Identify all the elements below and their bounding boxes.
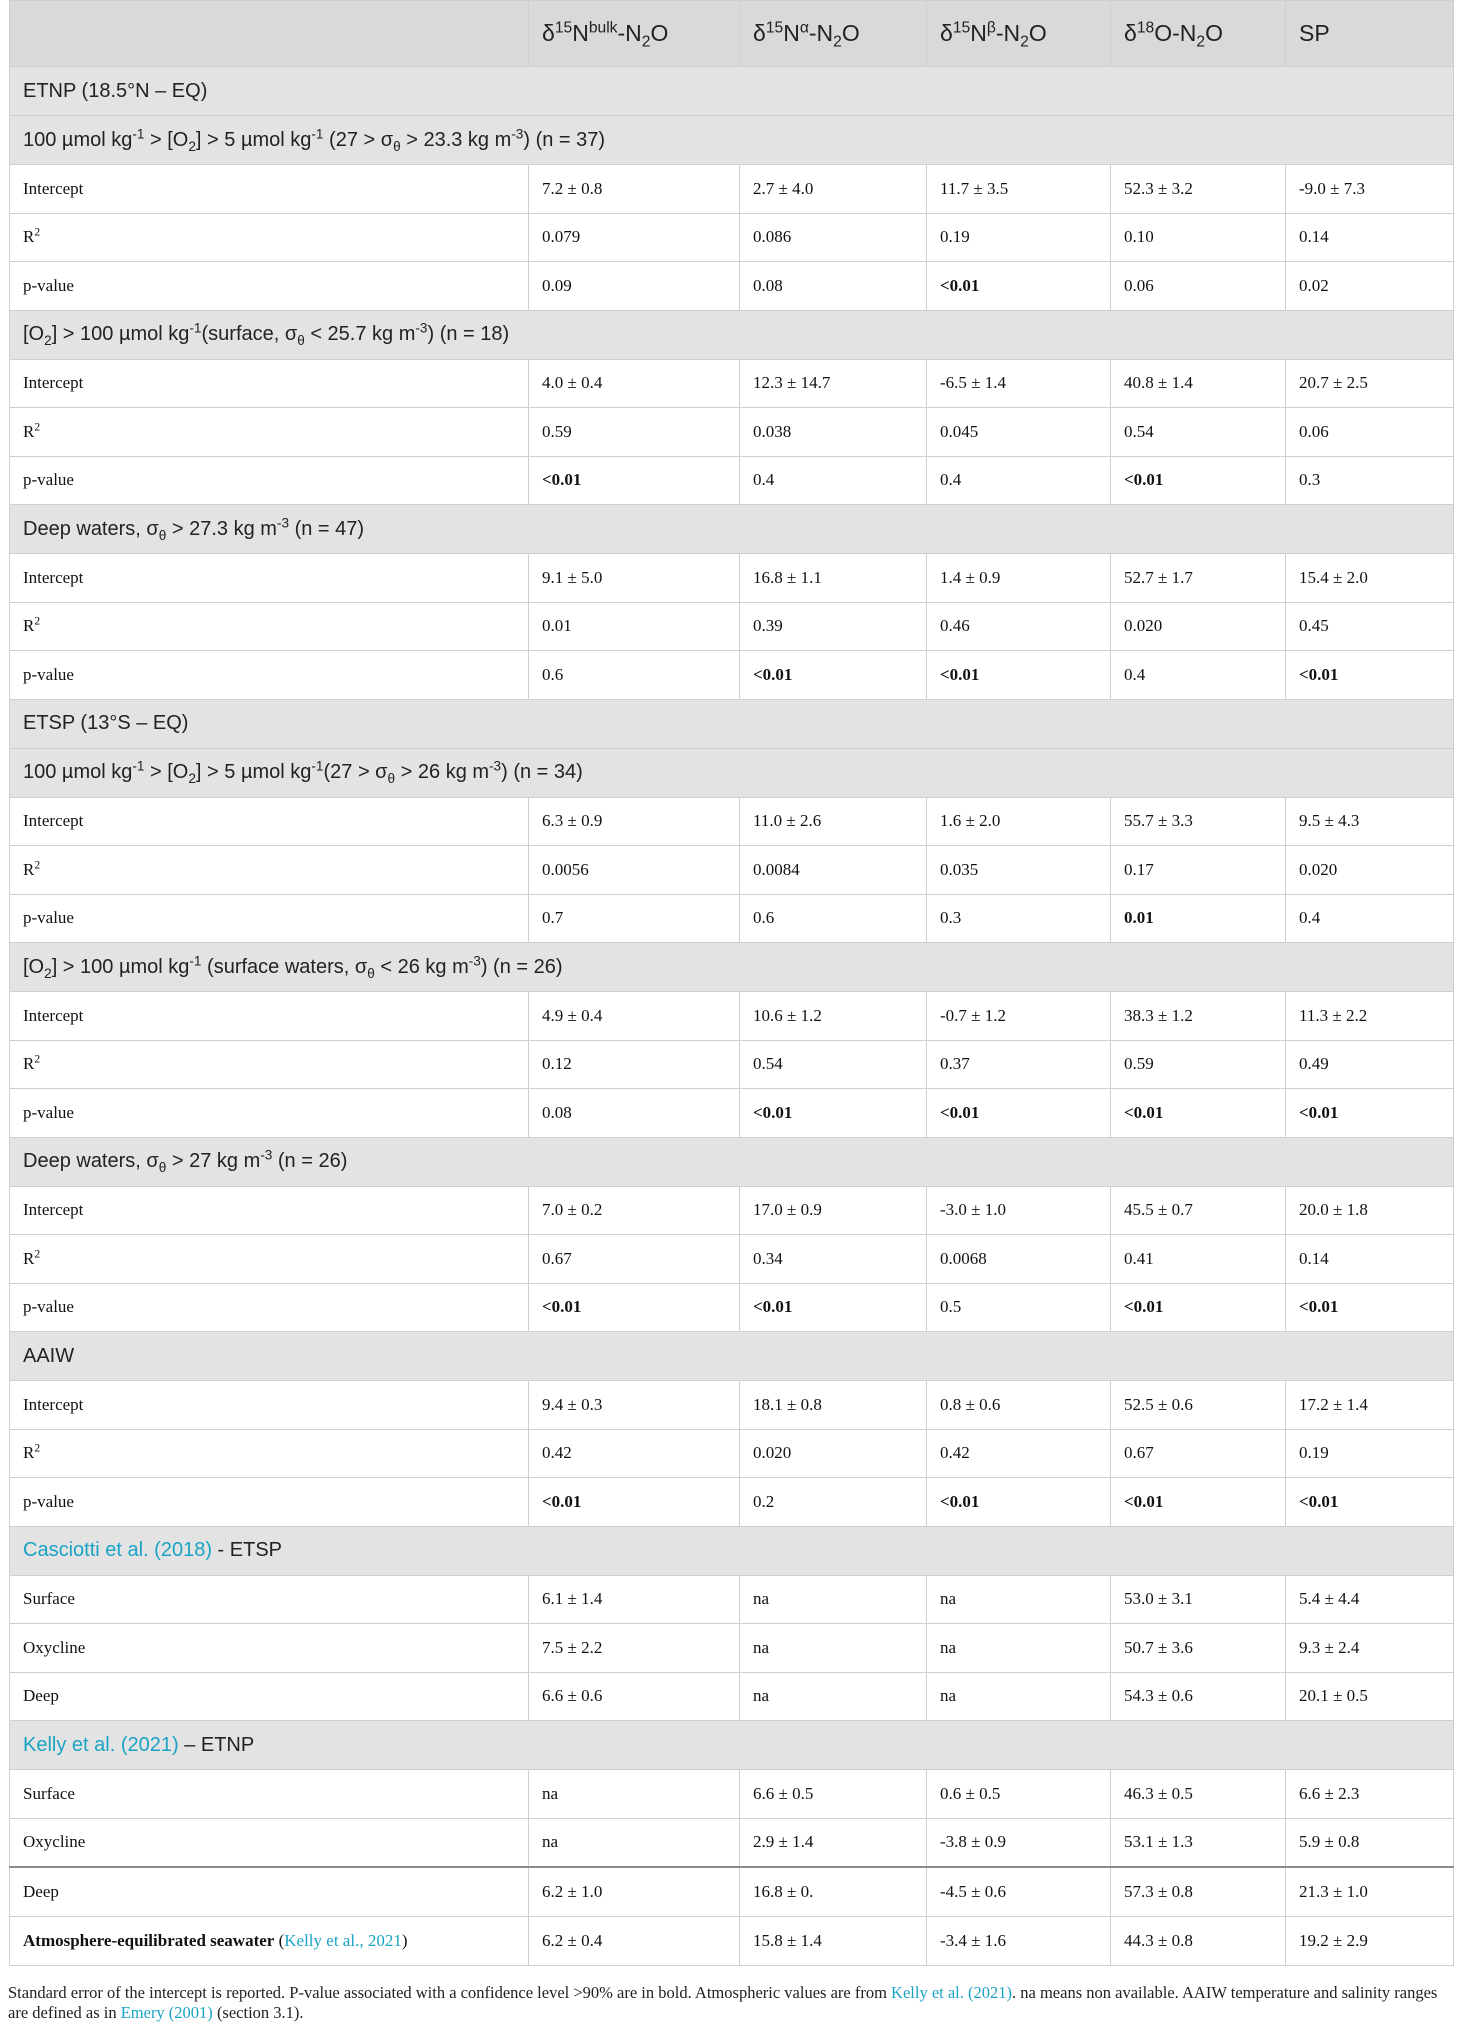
row-label-surface: Surface (10, 1770, 529, 1819)
cell-d15n-beta: 0.46 (927, 602, 1111, 651)
table-row (10, 456, 1454, 505)
section-heading: ETNP (18.5°N – EQ) (10, 67, 1454, 116)
cell-sp: 21.3 ± 1.0 (1286, 1867, 1454, 1916)
table-row (10, 992, 1454, 1041)
section-heading: Deep waters, $\sigma_\theta > 27.3$ kg $m^{-3}$ (n = 47) (10, 505, 1454, 554)
cell-d15n-alpha: 2.7 ± 4.0 (740, 165, 927, 214)
cell-d18o: 0.59 (1111, 1040, 1286, 1089)
cell-d18o: 54.3 ± 0.6 (1111, 1672, 1286, 1721)
table-row (10, 1624, 1454, 1673)
cell-d15n-beta: 1.4 ± 0.9 (927, 554, 1111, 603)
row-label-r2: $R^2$ (10, 1429, 529, 1478)
section-reference-link[interactable]: Casciotti et al. (2018) (23, 1539, 212, 1561)
section-heading: 100 µmol $kg^{-1} > [O_2] > 5$ µmol $kg^{-1}$ ($27 > \sigma_\theta > 23.3$ kg $m^{-3}$) (n = 37) (10, 116, 1454, 165)
row-label-r2: $R^2$ (10, 408, 529, 457)
cell-sp: 5.9 ± 0.8 (1286, 1818, 1454, 1867)
cell-d15n-beta: 0.5 (927, 1283, 1111, 1332)
cell-sp: 0.3 (1286, 456, 1454, 505)
cell-sp: 11.3 ± 2.2 (1286, 992, 1454, 1041)
section-heading: 100 µmol $kg^{-1} > [O_2] > 5$ µmol $kg^{-1}(27 > \sigma_\theta > 26$ kg $m^{-3}$) (n = 34) (10, 748, 1454, 797)
row-label-intercept: Intercept (10, 165, 529, 214)
cell-d15n-beta: -3.0 ± 1.0 (927, 1186, 1111, 1235)
table-row (10, 213, 1454, 262)
row-label-intercept: Intercept (10, 992, 529, 1041)
cell-d15n-beta: -4.5 ± 0.6 (927, 1867, 1111, 1916)
row-label-r2: $R^2$ (10, 1040, 529, 1089)
table-row (10, 1040, 1454, 1089)
row-label-p-value: p-value (10, 1283, 529, 1332)
cell-sp: 0.02 (1286, 262, 1454, 311)
table-row (10, 846, 1454, 895)
cell-d15n-beta: -3.8 ± 0.9 (927, 1818, 1111, 1867)
cell-d18o: 53.1 ± 1.3 (1111, 1818, 1286, 1867)
cell-d15n-beta: 1.6 ± 2.0 (927, 797, 1111, 846)
section-heading: Deep waters, $\sigma_\theta > 27$ kg $m^{-3}$ (n = 26) (10, 1137, 1454, 1186)
table-row (10, 1672, 1454, 1721)
cell-sp: 19.2 ± 2.9 (1286, 1916, 1454, 1965)
header-row (10, 1, 1454, 67)
cell-sp: 0.14 (1286, 1235, 1454, 1284)
cell-sp: 17.2 ± 1.4 (1286, 1381, 1454, 1430)
cell-d15n-beta: 0.19 (927, 213, 1111, 262)
table-row (10, 797, 1454, 846)
section-row (10, 67, 1454, 116)
cell-sp: <0.01 (1286, 1089, 1454, 1138)
cell-d15n-alpha: 11.0 ± 2.6 (740, 797, 927, 846)
cell-d15n-bulk: 4.0 ± 0.4 (529, 359, 740, 408)
cell-d15n-alpha: <0.01 (740, 651, 927, 700)
cell-d18o: <0.01 (1111, 1478, 1286, 1527)
table-row (10, 1818, 1454, 1867)
row-label-p-value: p-value (10, 262, 529, 311)
cell-d15n-alpha: 0.4 (740, 456, 927, 505)
cell-sp: 0.06 (1286, 408, 1454, 457)
cell-d18o: 0.020 (1111, 602, 1286, 651)
row-label-r2: $R^2$ (10, 602, 529, 651)
cell-d15n-bulk: 0.09 (529, 262, 740, 311)
cell-d15n-bulk: <0.01 (529, 1283, 740, 1332)
cell-d15n-bulk: 7.5 ± 2.2 (529, 1624, 740, 1673)
results-table (9, 0, 1454, 1966)
cell-d15n-bulk: 0.079 (529, 213, 740, 262)
cell-d18o: 0.4 (1111, 651, 1286, 700)
row-label-r2: $R^2$ (10, 213, 529, 262)
table-row (10, 1770, 1454, 1819)
cell-d18o: <0.01 (1111, 1283, 1286, 1332)
cell-d18o: <0.01 (1111, 456, 1286, 505)
cell-d15n-bulk: 7.0 ± 0.2 (529, 1186, 740, 1235)
cell-d18o: 52.3 ± 3.2 (1111, 165, 1286, 214)
section-row (10, 116, 1454, 165)
cell-d18o: 0.67 (1111, 1429, 1286, 1478)
cell-d15n-beta: -0.7 ± 1.2 (927, 992, 1111, 1041)
header-d15n-bulk: $\delta^{15}N^{bulk}-N_2O$ (529, 1, 740, 67)
cell-d15n-bulk: 6.6 ± 0.6 (529, 1672, 740, 1721)
cell-d15n-bulk: 0.0056 (529, 846, 740, 895)
cell-d15n-alpha: 2.9 ± 1.4 (740, 1818, 927, 1867)
table-row (10, 1867, 1454, 1916)
cell-d15n-beta: 0.0068 (927, 1235, 1111, 1284)
row-label-intercept: Intercept (10, 1186, 529, 1235)
cell-d15n-bulk: na (529, 1818, 740, 1867)
cell-sp: 15.4 ± 2.0 (1286, 554, 1454, 603)
cell-d18o: 45.5 ± 0.7 (1111, 1186, 1286, 1235)
section-row (10, 1721, 1454, 1770)
cell-sp: 6.6 ± 2.3 (1286, 1770, 1454, 1819)
cell-d15n-beta: 0.045 (927, 408, 1111, 457)
cell-sp: 0.020 (1286, 846, 1454, 895)
cell-d18o: 0.06 (1111, 262, 1286, 311)
cell-d15n-bulk: 0.6 (529, 651, 740, 700)
row-label-r2: $R^2$ (10, 846, 529, 895)
section-row (10, 699, 1454, 748)
section-row (10, 943, 1454, 992)
table-row (10, 602, 1454, 651)
section-row (10, 748, 1454, 797)
atmosphere-row (10, 1916, 1454, 1965)
row-label-deep: Deep (10, 1672, 529, 1721)
table-row (10, 1283, 1454, 1332)
table-row (10, 894, 1454, 943)
cell-d15n-bulk: 9.1 ± 5.0 (529, 554, 740, 603)
cell-d15n-bulk: 0.12 (529, 1040, 740, 1089)
table-row (10, 1575, 1454, 1624)
table-row (10, 1089, 1454, 1138)
row-label-intercept: Intercept (10, 359, 529, 408)
table-row (10, 554, 1454, 603)
row-label-intercept: Intercept (10, 554, 529, 603)
cell-d15n-alpha: 12.3 ± 14.7 (740, 359, 927, 408)
cell-d15n-bulk: 7.2 ± 0.8 (529, 165, 740, 214)
table-row (10, 262, 1454, 311)
section-row (10, 1137, 1454, 1186)
table-row (10, 1381, 1454, 1430)
cell-d15n-alpha: 0.6 (740, 894, 927, 943)
cell-d15n-alpha: <0.01 (740, 1283, 927, 1332)
cell-sp: -9.0 ± 7.3 (1286, 165, 1454, 214)
cell-d15n-bulk: 0.08 (529, 1089, 740, 1138)
cell-d15n-alpha: 0.038 (740, 408, 927, 457)
section-heading: AAIW (10, 1332, 1454, 1381)
row-label-intercept: Intercept (10, 1381, 529, 1430)
cell-d15n-alpha: 15.8 ± 1.4 (740, 1916, 927, 1965)
atmosphere-reference-link[interactable]: Kelly et al., 2021 (284, 1930, 402, 1950)
cell-d18o: 50.7 ± 3.6 (1111, 1624, 1286, 1673)
row-label-oxycline: Oxycline (10, 1624, 529, 1673)
cell-d15n-alpha: 6.6 ± 0.5 (740, 1770, 927, 1819)
footnote-link-kelly[interactable]: Kelly et al. (2021) (891, 1983, 1013, 2002)
section-heading: ETSP (13°S – EQ) (10, 699, 1454, 748)
cell-d15n-beta: 0.3 (927, 894, 1111, 943)
cell-d15n-alpha: 0.08 (740, 262, 927, 311)
cell-d15n-bulk: <0.01 (529, 1478, 740, 1527)
header-sp: SP (1286, 1, 1454, 67)
cell-d15n-beta: 11.7 ± 3.5 (927, 165, 1111, 214)
header-d15n-beta: $\delta^{15}N^\beta-N_2O$ (927, 1, 1111, 67)
cell-d15n-alpha: na (740, 1624, 927, 1673)
section-heading-suffix: – ETNP (178, 1733, 255, 1756)
cell-d15n-beta: na (927, 1575, 1111, 1624)
cell-sp: <0.01 (1286, 1283, 1454, 1332)
row-label-p-value: p-value (10, 651, 529, 700)
table-row (10, 651, 1454, 700)
cell-d15n-alpha: 18.1 ± 0.8 (740, 1381, 927, 1430)
section-heading-suffix: - ETSP (211, 1539, 282, 1561)
cell-d15n-beta: 0.6 ± 0.5 (927, 1770, 1111, 1819)
table-row (10, 165, 1454, 214)
cell-d15n-beta: 0.42 (927, 1429, 1111, 1478)
header-d15n-alpha: $\delta^{15}N^\alpha-N_2O$ (740, 1, 927, 67)
cell-d18o: 0.41 (1111, 1235, 1286, 1284)
cell-d15n-beta: 0.37 (927, 1040, 1111, 1089)
cell-d15n-bulk: 4.9 ± 0.4 (529, 992, 740, 1041)
cell-sp: 0.19 (1286, 1429, 1454, 1478)
row-label-atmosphere: Atmosphere-equilibrated seawater (Kelly et al., 2021) (10, 1916, 529, 1965)
cell-d15n-bulk: 0.01 (529, 602, 740, 651)
cell-d15n-beta: na (927, 1672, 1111, 1721)
cell-d15n-alpha: 0.020 (740, 1429, 927, 1478)
cell-sp: 0.45 (1286, 602, 1454, 651)
cell-d18o: 40.8 ± 1.4 (1111, 359, 1286, 408)
cell-d15n-alpha: na (740, 1672, 927, 1721)
row-label-p-value: p-value (10, 1478, 529, 1527)
cell-d15n-bulk: 0.42 (529, 1429, 740, 1478)
cell-d18o: 0.10 (1111, 213, 1286, 262)
cell-d18o: 53.0 ± 3.1 (1111, 1575, 1286, 1624)
header-blank (10, 1, 529, 67)
cell-d15n-alpha: 0.0084 (740, 846, 927, 895)
cell-d15n-bulk: 0.7 (529, 894, 740, 943)
cell-d15n-beta: 0.035 (927, 846, 1111, 895)
cell-d18o: 0.17 (1111, 846, 1286, 895)
row-label-p-value: p-value (10, 456, 529, 505)
cell-sp: <0.01 (1286, 651, 1454, 700)
cell-d15n-beta: <0.01 (927, 651, 1111, 700)
table-footnote: Standard error of the intercept is reported. P-value associated with a confidence level >90% are in bold. Atmospheric values are from Kelly et al. (2021). na means non available. AAIW temperature and salinity ranges are defined as in Emery (2001) (section 3.1). (8, 1983, 1438, 2022)
cell-d15n-beta: 0.8 ± 0.6 (927, 1381, 1111, 1430)
cell-d18o: <0.01 (1111, 1089, 1286, 1138)
row-label-intercept: Intercept (10, 797, 529, 846)
cell-d15n-alpha: 16.8 ± 0. (740, 1867, 927, 1916)
cell-d15n-beta: <0.01 (927, 1089, 1111, 1138)
cell-sp: 9.3 ± 2.4 (1286, 1624, 1454, 1673)
row-label-p-value: p-value (10, 1089, 529, 1138)
section-row (10, 1526, 1454, 1575)
cell-d18o: 55.7 ± 3.3 (1111, 797, 1286, 846)
row-label-deep: Deep (10, 1867, 529, 1916)
cell-d18o: 0.01 (1111, 894, 1286, 943)
cell-sp: 0.49 (1286, 1040, 1454, 1089)
cell-d15n-alpha: na (740, 1575, 927, 1624)
section-heading (10, 1526, 1454, 1575)
cell-d18o: 0.54 (1111, 408, 1286, 457)
cell-sp: 0.4 (1286, 894, 1454, 943)
cell-d15n-alpha: 0.54 (740, 1040, 927, 1089)
section-heading (10, 1721, 1454, 1770)
cell-d15n-beta: na (927, 1624, 1111, 1673)
section-row (10, 310, 1454, 359)
cell-d15n-beta: <0.01 (927, 1478, 1111, 1527)
cell-d15n-bulk: 9.4 ± 0.3 (529, 1381, 740, 1430)
table-row (10, 1186, 1454, 1235)
section-row (10, 505, 1454, 554)
cell-d15n-bulk: 0.59 (529, 408, 740, 457)
table-row (10, 359, 1454, 408)
table-row (10, 1478, 1454, 1527)
cell-d15n-bulk: 6.3 ± 0.9 (529, 797, 740, 846)
cell-sp: 20.1 ± 0.5 (1286, 1672, 1454, 1721)
cell-d18o: 52.5 ± 0.6 (1111, 1381, 1286, 1430)
row-label-surface: Surface (10, 1575, 529, 1624)
cell-d15n-alpha: <0.01 (740, 1089, 927, 1138)
section-row (10, 1332, 1454, 1381)
cell-d15n-alpha: 0.2 (740, 1478, 927, 1527)
section-reference-link[interactable]: Kelly et al. (2021) (23, 1733, 179, 1756)
table-row (10, 408, 1454, 457)
cell-d15n-alpha: 16.8 ± 1.1 (740, 554, 927, 603)
cell-sp: 9.5 ± 4.3 (1286, 797, 1454, 846)
cell-d18o: 46.3 ± 0.5 (1111, 1770, 1286, 1819)
section-heading: $[O_2] > 100$ µmol $kg^{-1}$ (surface waters, $\sigma_\theta < 26$ kg $m^{-3}$) (n = 26) (10, 943, 1454, 992)
row-label-oxycline: Oxycline (10, 1818, 529, 1867)
cell-sp: <0.01 (1286, 1478, 1454, 1527)
cell-sp: 0.14 (1286, 213, 1454, 262)
cell-d15n-bulk: 6.1 ± 1.4 (529, 1575, 740, 1624)
cell-d18o: 57.3 ± 0.8 (1111, 1867, 1286, 1916)
cell-d18o: 52.7 ± 1.7 (1111, 554, 1286, 603)
cell-d15n-beta: -3.4 ± 1.6 (927, 1916, 1111, 1965)
table-row (10, 1235, 1454, 1284)
cell-d15n-bulk: na (529, 1770, 740, 1819)
row-label-p-value: p-value (10, 894, 529, 943)
table-row (10, 1429, 1454, 1478)
cell-sp: 5.4 ± 4.4 (1286, 1575, 1454, 1624)
cell-d15n-bulk: <0.01 (529, 456, 740, 505)
cell-d15n-alpha: 0.34 (740, 1235, 927, 1284)
section-heading: $[O_2] > 100$ µmol $kg^{-1}(surface$, $\sigma_\theta < 25.7$ kg $m^{-3}$) (n = 18) (10, 310, 1454, 359)
cell-d15n-alpha: 17.0 ± 0.9 (740, 1186, 927, 1235)
cell-d15n-alpha: 0.39 (740, 602, 927, 651)
cell-d18o: 44.3 ± 0.8 (1111, 1916, 1286, 1965)
row-label-r2: $R^2$ (10, 1235, 529, 1284)
cell-d15n-beta: <0.01 (927, 262, 1111, 311)
footnote-link-emery[interactable]: Emery (2001) (120, 2003, 213, 2022)
cell-d15n-alpha: 10.6 ± 1.2 (740, 992, 927, 1041)
cell-d15n-bulk: 6.2 ± 0.4 (529, 1916, 740, 1965)
cell-sp: 20.7 ± 2.5 (1286, 359, 1454, 408)
cell-d15n-beta: -6.5 ± 1.4 (927, 359, 1111, 408)
cell-d15n-bulk: 0.67 (529, 1235, 740, 1284)
cell-d15n-alpha: 0.086 (740, 213, 927, 262)
header-d18o: $\delta^{18}O-N_2O$ (1111, 1, 1286, 67)
cell-sp: 20.0 ± 1.8 (1286, 1186, 1454, 1235)
cell-d18o: 38.3 ± 1.2 (1111, 992, 1286, 1041)
cell-d15n-beta: 0.4 (927, 456, 1111, 505)
cell-d15n-bulk: 6.2 ± 1.0 (529, 1867, 740, 1916)
